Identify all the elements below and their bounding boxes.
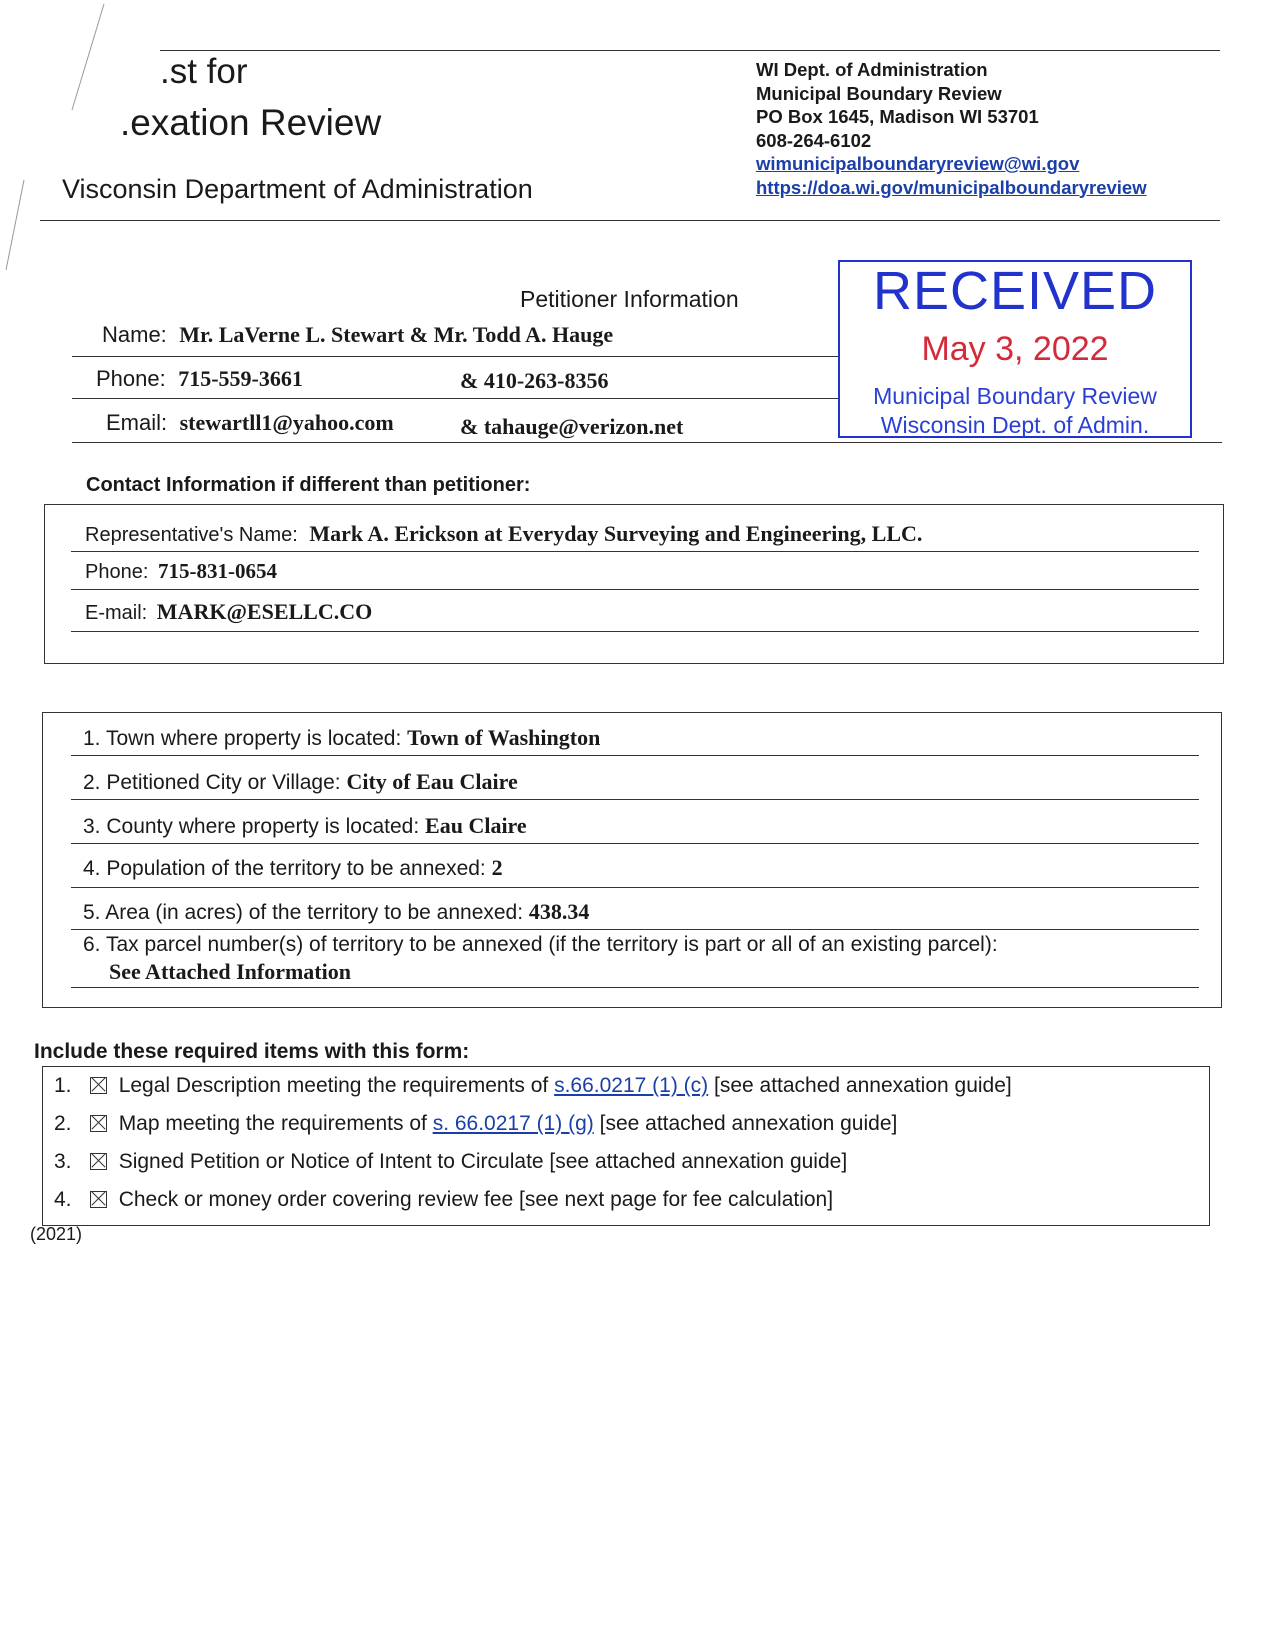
territory-underline-1 (71, 755, 1199, 756)
checkbox-checked-icon[interactable] (90, 1191, 107, 1208)
dept-address-block (756, 58, 1147, 199)
statute-link-1g[interactable]: s. 66.0217 (1) (g) (432, 1112, 594, 1135)
rep-phone-label: Phone: (85, 561, 149, 583)
phone-label: Phone: (96, 366, 166, 391)
email-label: Email: (106, 410, 168, 435)
scan-edge-mark (0, 0, 120, 280)
checkbox-checked-icon[interactable] (90, 1077, 107, 1094)
territory-underline-6 (71, 987, 1199, 988)
form-title-line2: .exation Review (120, 102, 382, 143)
petitioner-email-row (106, 410, 394, 436)
territory-item-population: 4. Population of the territory to be annexed: 2 (83, 855, 503, 880)
territory-parcels-value: See Attached Information (109, 959, 351, 984)
name-value: Mr. LaVerne L. Stewart & Mr. Todd A. Hauge (179, 322, 614, 347)
phone-underline (72, 398, 838, 399)
rep-email-underline (71, 631, 1199, 632)
required-items-heading: Include these required items with this form: (34, 1040, 470, 1063)
rep-email-value: MARK@ESELLC.CO (156, 599, 373, 624)
rep-email-label: E-mail: (85, 602, 148, 624)
received-stamp (838, 260, 1192, 438)
checkbox-checked-icon[interactable] (90, 1153, 107, 1170)
phone-value-2: & 410-263-8356 (460, 368, 609, 393)
stamp-date: May 3, 2022 (921, 330, 1109, 368)
petitioner-heading: Petitioner Information (520, 286, 739, 312)
contact-heading: Contact Information if different than petitioner: (86, 474, 531, 496)
territory-underline-3 (71, 843, 1199, 844)
territory-item-county: 3. County where property is located: Eau Claire (83, 813, 527, 838)
header-rule-bottom (40, 220, 1220, 221)
rep-name-row (85, 521, 922, 547)
required-item-petition: 3. Signed Petition or Notice of Intent to Circulate [see attached annexation guide] (54, 1150, 848, 1173)
dept-website-link[interactable]: https://doa.wi.gov/municipalboundaryreview (756, 176, 1147, 198)
rep-name-underline (71, 551, 1199, 552)
stamp-org-line1: Municipal Boundary Review (873, 383, 1157, 409)
rep-phone-underline (71, 589, 1199, 590)
phone-value-1: 715-559-3661 (178, 366, 303, 391)
dept-phone: 608-264-6102 (756, 129, 872, 151)
email-underline (72, 442, 1222, 443)
name-label: Name: (102, 322, 167, 347)
checkbox-checked-icon[interactable] (90, 1115, 107, 1132)
dept-address: PO Box 1645, Madison WI 53701 (756, 106, 1039, 127)
rep-name-label: Representative's Name: (85, 524, 298, 546)
dept-unit: Municipal Boundary Review (756, 82, 1002, 104)
rep-phone-row (85, 559, 277, 584)
territory-item-parcels: 6. Tax parcel number(s) of territory to be annexed (if the territory is part or all of an existing parcel): (83, 933, 998, 956)
form-subtitle: Visconsin Department of Administration (62, 174, 533, 204)
petitioner-name-row (102, 322, 613, 348)
rep-email-row (85, 599, 372, 625)
email-value-2: & tahauge@verizon.net (460, 414, 684, 439)
required-item-map: 2. Map meeting the requirements of s. 66.0217 (1) (g) [see attached annexation guide] (54, 1112, 898, 1135)
required-item-fee: 4. Check or money order covering review fee [see next page for fee calculation] (54, 1188, 834, 1211)
form-title-line1: .st for (160, 52, 248, 91)
territory-underline-2 (71, 799, 1199, 800)
email-value-1: stewartll1@yahoo.com (179, 410, 394, 435)
territory-item-area: 5. Area (in acres) of the territory to be annexed: 438.34 (83, 899, 590, 924)
territory-underline-4 (71, 887, 1199, 888)
stamp-org-line2: Wisconsin Dept. of Admin. (880, 412, 1150, 438)
rep-name-value: Mark A. Erickson at Everyday Surveying and Engineering, LLC. (309, 521, 923, 546)
rep-phone-value: 715-831-0654 (157, 559, 277, 583)
stamp-received-text: RECEIVED (872, 261, 1158, 321)
petitioner-phone-row (96, 366, 303, 392)
territory-item-city: 2. Petitioned City or Village: City of Eau Claire (83, 769, 518, 794)
contact-box (44, 504, 1224, 664)
territory-box (42, 712, 1222, 1008)
territory-underline-5 (71, 929, 1199, 930)
form-year: (2021) (30, 1224, 83, 1244)
dept-email-link[interactable]: wimunicipalboundaryreview@wi.gov (756, 153, 1080, 174)
dept-name: WI Dept. of Administration (756, 59, 988, 80)
required-item-legal-description: 1. Legal Description meeting the requirements of s.66.0217 (1) (c) [see attached annexation guide] (54, 1074, 1012, 1097)
statute-link-1c[interactable]: s.66.0217 (1) (c) (554, 1074, 709, 1097)
name-underline (72, 356, 838, 357)
territory-item-town: 1. Town where property is located: Town of Washington (83, 725, 601, 750)
header-rule-top (160, 50, 1220, 51)
